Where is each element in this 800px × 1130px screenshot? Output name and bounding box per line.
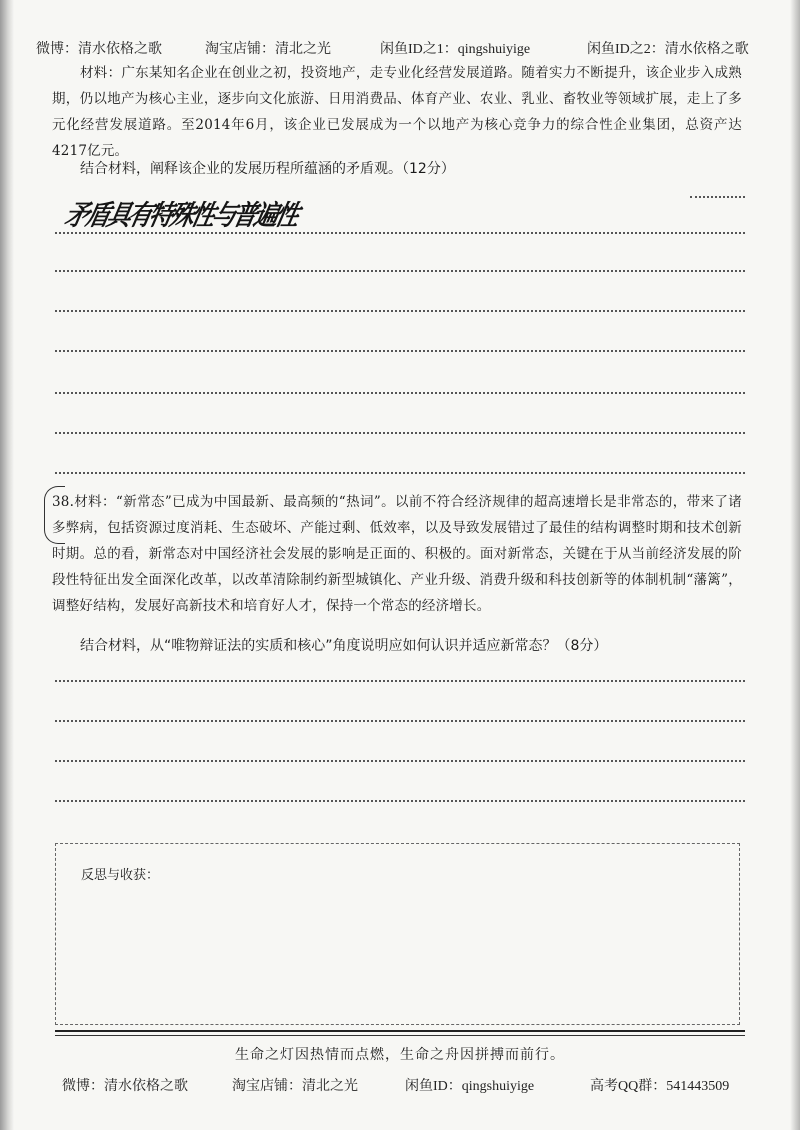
answer-line (55, 800, 745, 802)
reflection-box[interactable] (55, 843, 740, 1025)
answer-line (55, 232, 745, 234)
watermark-xianyu-2: 闲鱼ID之2：清水依格之歌 (587, 42, 749, 57)
q38-material: 38.材料：“新常态”已成为中国最新、最高频的“热词”。以前不符合经济规律的超高速增长是非常态的，带来了诸多弊病，包括资源过度消耗、生态破坏、产能过剩、低效率，以及导致发展错过了最佳的结构调整时期和技术创新时期。总的看，新常态对中国经济社会发展的影响是正面的、积极的。面对新常态，关键在于从当前经济发展的阶段性特征出发全面深化改革，以改革清除制约新型城镇化、产业升级、消费升级和科技创新等的体制机制“藩篱”，调整好结构，发展好高新技术和培育好人才，保持一个常态的经济增长。 (52, 494, 742, 614)
q38-question: 结合材料，从“唯物辩证法的实质和核心”角度说明应如何认识并适应新常态？（8分） (80, 638, 608, 654)
q37-question: 结合材料，阐释该企业的发展历程所蕴涵的矛盾观。（12分） (80, 161, 455, 177)
answer-line (55, 680, 745, 682)
footer-rule-thin (55, 1035, 745, 1036)
watermark-xianyu: 闲鱼ID：qingshuiyige (405, 1079, 535, 1094)
watermark-weibo: 微博：清水依格之歌 (62, 1079, 188, 1094)
watermark-weibo: 微博：清水依格之歌 (36, 42, 162, 57)
q37-material: 材料：广东某知名企业在创业之初，投资地产，走专业化经营发展道路。随着实力不断提升，该企业步入成熟期，仍以地产为核心主业，逐步向文化旅游、日用消费品、体育产业、农业、乳业、畜牧业等领域扩展，走上了多元化经营发展道路。至2014年6月，该企业已发展成为一个以地产为核心竞争力的综合性企业集团，总资产达4217亿元。 (52, 65, 742, 159)
answer-line (55, 760, 745, 762)
scan-edge-right (790, 0, 800, 1130)
answer-line (55, 720, 745, 722)
answer-line (690, 196, 745, 198)
motto: 生命之灯因热情而点燃，生命之舟因拼搏而前行。 (235, 1047, 565, 1063)
scan-edge-left (0, 0, 14, 1130)
answer-line (55, 310, 745, 312)
answer-line (55, 472, 745, 474)
answer-line (55, 350, 745, 352)
answer-line (55, 432, 745, 434)
watermark-taobao: 淘宝店铺：清北之光 (232, 1079, 358, 1094)
q37-handwritten-answer: 矛盾具有特殊性与普遍性 (61, 199, 300, 232)
watermark-top (0, 38, 800, 58)
watermark-qq-group: 高考QQ群：541443509 (590, 1079, 730, 1094)
watermark-bottom (0, 1075, 800, 1095)
watermark-xianyu-1: 闲鱼ID之1：qingshuiyige (380, 42, 531, 57)
reflection-label: 反思与收获： (81, 868, 160, 883)
answer-line (55, 270, 745, 272)
answer-line (55, 392, 745, 394)
watermark-taobao: 淘宝店铺：清北之光 (205, 42, 331, 57)
footer-rule-thick (55, 1030, 745, 1032)
